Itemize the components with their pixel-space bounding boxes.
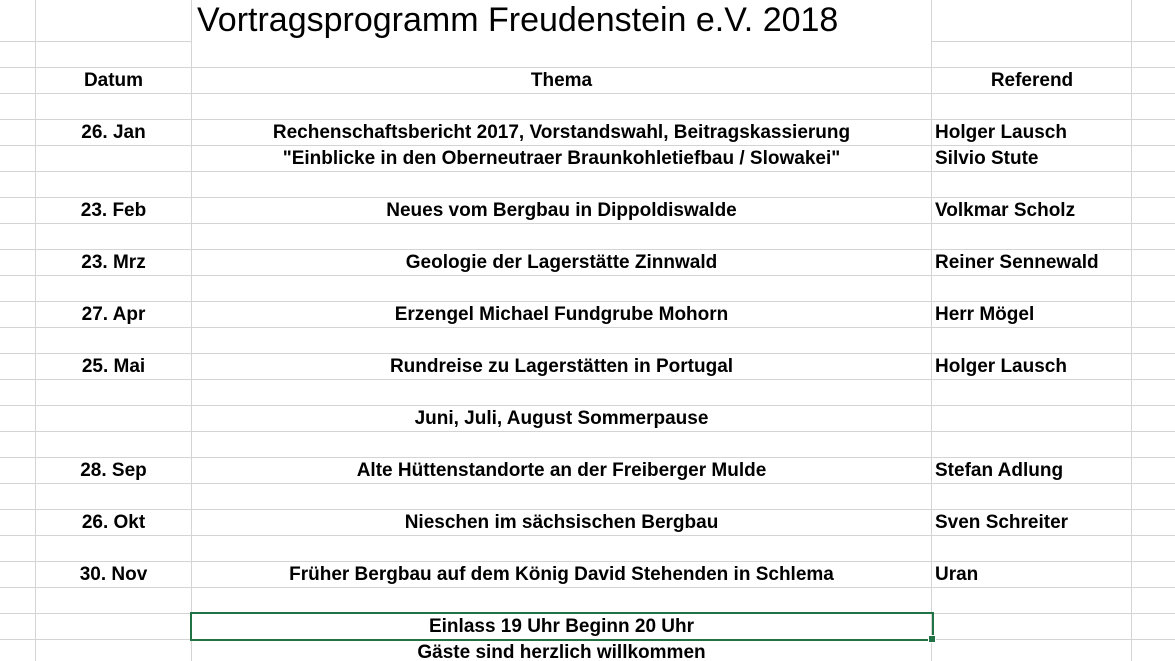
- row-divider: [0, 41, 191, 42]
- cell-date[interactable]: 23. Mrz: [81, 252, 146, 273]
- cell-date[interactable]: [36, 146, 191, 172]
- footer-admission[interactable]: Einlass 19 Uhr Beginn 20 Uhr: [428, 616, 695, 637]
- cell-speaker[interactable]: Sven Schreiter: [935, 512, 1069, 533]
- cell-date[interactable]: 23. Feb: [80, 200, 147, 221]
- cell-topic[interactable]: Rechenschaftsbericht 2017, Vorstandswahl, Beitragskassierung: [272, 122, 851, 143]
- cell-speaker[interactable]: Herr Mögel: [935, 304, 1035, 325]
- header-date[interactable]: Datum: [83, 70, 144, 91]
- cell-date[interactable]: 30. Nov: [79, 564, 148, 585]
- header-speaker[interactable]: Referend: [990, 70, 1074, 91]
- cell-topic[interactable]: Juni, Juli, August Sommerpause: [414, 408, 709, 429]
- cell-date[interactable]: 28. Sep: [80, 460, 147, 481]
- cell-date[interactable]: [36, 406, 191, 432]
- cell-topic[interactable]: Erzengel Michael Fundgrube Mohorn: [394, 304, 729, 325]
- header-topic[interactable]: Thema: [530, 70, 593, 91]
- page-title[interactable]: Vortragsprogramm Freudenstein e.V. 2018: [197, 1, 839, 39]
- cell-speaker[interactable]: Volkmar Scholz: [935, 200, 1076, 221]
- cell-speaker[interactable]: Holger Lausch: [935, 122, 1067, 143]
- cell-speaker[interactable]: Reiner Sennewald: [935, 252, 1099, 273]
- cell-topic[interactable]: Neues vom Bergbau in Dippoldiswalde: [386, 200, 737, 221]
- cell-topic[interactable]: Alte Hüttenstandorte an der Freiberger Mulde: [356, 460, 767, 481]
- cell-speaker[interactable]: [935, 406, 1175, 432]
- cell-date[interactable]: 25. Mai: [81, 356, 146, 377]
- footer-guests[interactable]: Gäste sind herzlich willkommen: [417, 642, 706, 661]
- cell-date[interactable]: 26. Jan: [81, 122, 146, 143]
- cell-topic[interactable]: Geologie der Lagerstätte Zinnwald: [405, 252, 718, 273]
- cell-speaker[interactable]: Silvio Stute: [935, 148, 1039, 169]
- cell-date[interactable]: 26. Okt: [81, 512, 146, 533]
- cell-topic[interactable]: Nieschen im sächsischen Bergbau: [404, 512, 719, 533]
- cell-speaker[interactable]: Holger Lausch: [935, 356, 1067, 377]
- cell-topic[interactable]: Früher Bergbau auf dem König David Stehenden in Schlema: [289, 564, 834, 585]
- cell-date[interactable]: 27. Apr: [81, 304, 146, 325]
- cell-topic[interactable]: Rundreise zu Lagerstätten in Portugal: [389, 356, 734, 377]
- cell-speaker[interactable]: Stefan Adlung: [935, 460, 1064, 481]
- cell-topic[interactable]: "Einblicke in den Oberneutraer Braunkohletiefbau / Slowakei": [282, 148, 841, 169]
- row-divider: [931, 41, 1175, 42]
- cell-speaker[interactable]: Uran: [935, 564, 979, 585]
